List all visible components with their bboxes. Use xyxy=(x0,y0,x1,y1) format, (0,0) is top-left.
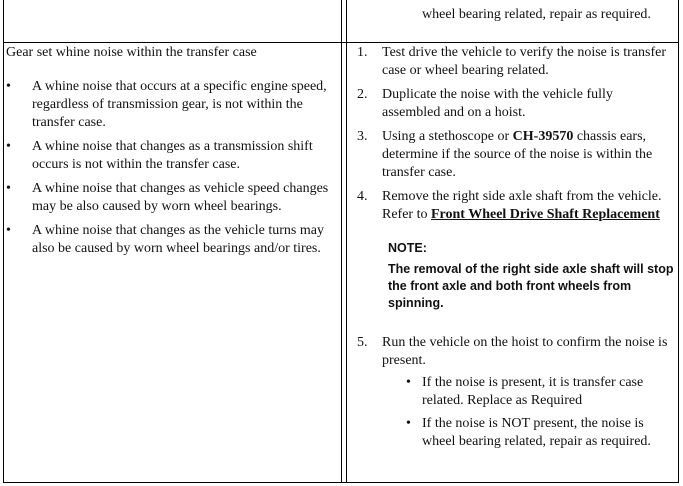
table-bottom-border xyxy=(3,482,679,483)
tool-number: CH-39570 xyxy=(512,129,574,144)
drive-shaft-replacement-link[interactable]: Front Wheel Drive Shaft Replacement xyxy=(430,207,660,222)
table-right-border xyxy=(678,0,679,483)
bullet-icon: • xyxy=(406,375,411,390)
note-box xyxy=(388,240,674,312)
step-3 xyxy=(352,128,674,182)
bullet-icon: • xyxy=(6,223,11,238)
list-item: • A whine noise that changes as the vehicle turns may also be caused by worn wheel bearings and/or tires. xyxy=(6,223,324,256)
table-left-border xyxy=(3,0,4,483)
list-item: • A whine noise that changes as a transmission shift occurs is not within the transfer case. xyxy=(6,139,313,172)
step-number: 4. xyxy=(357,189,368,204)
note-title: NOTE: xyxy=(388,241,427,255)
symptom-cell xyxy=(6,44,336,264)
list-item: • If the noise is NOT present, the noise is wheel bearing related, repair as required. xyxy=(406,416,651,449)
steps-cell xyxy=(352,44,674,457)
step-text: Run the vehicle on the hoist to confirm the noise is present. xyxy=(382,335,668,368)
step-5-bullet-list xyxy=(382,374,674,451)
symptom-bullet-list xyxy=(6,78,336,258)
bullet-icon: • xyxy=(6,139,11,154)
table-column-divider-2 xyxy=(346,0,347,483)
step-number: 1. xyxy=(357,45,368,60)
step-2 xyxy=(352,86,674,122)
note-text: The removal of the right side axle shaft will stop the front axle and both front wheels from spinning. xyxy=(388,262,674,310)
bullet-icon: • xyxy=(406,416,411,431)
list-item: • A whine noise that occurs at a specific engine speed, regardless of transmission gear, is not within the transfer case. xyxy=(6,79,327,130)
table-column-divider-1 xyxy=(341,0,342,483)
previous-row-continuation: wheel bearing related, repair as required. xyxy=(422,7,651,22)
step-5 xyxy=(352,334,674,451)
list-item: • A whine noise that changes as vehicle speed changes may be also caused by worn wheel bearings. xyxy=(6,181,329,214)
step-text: chassis ears, determine if the source of the noise is within the transfer case. xyxy=(382,129,653,180)
steps-list xyxy=(352,44,674,451)
bullet-icon: • xyxy=(6,79,11,94)
row-divider xyxy=(3,42,679,43)
step-text: Test drive the vehicle to verify the noise is transfer case or wheel bearing related. xyxy=(382,45,666,78)
list-item: • If the noise is present, it is transfer case related. Replace as Required xyxy=(406,375,644,408)
symptom-title: Gear set whine noise within the transfer case xyxy=(6,45,257,60)
step-1 xyxy=(352,44,674,80)
bullet-icon: • xyxy=(6,181,11,196)
step-number: 2. xyxy=(357,87,368,102)
step-4 xyxy=(352,188,674,312)
step-number: 3. xyxy=(357,129,368,144)
step-number: 5. xyxy=(357,335,368,350)
step-text: Using a stethoscope or xyxy=(382,129,513,144)
step-text: Remove the right side axle shaft from the vehicle. Refer to xyxy=(382,189,662,222)
step-text: Duplicate the noise with the vehicle fully assembled and on a hoist. xyxy=(382,87,613,120)
